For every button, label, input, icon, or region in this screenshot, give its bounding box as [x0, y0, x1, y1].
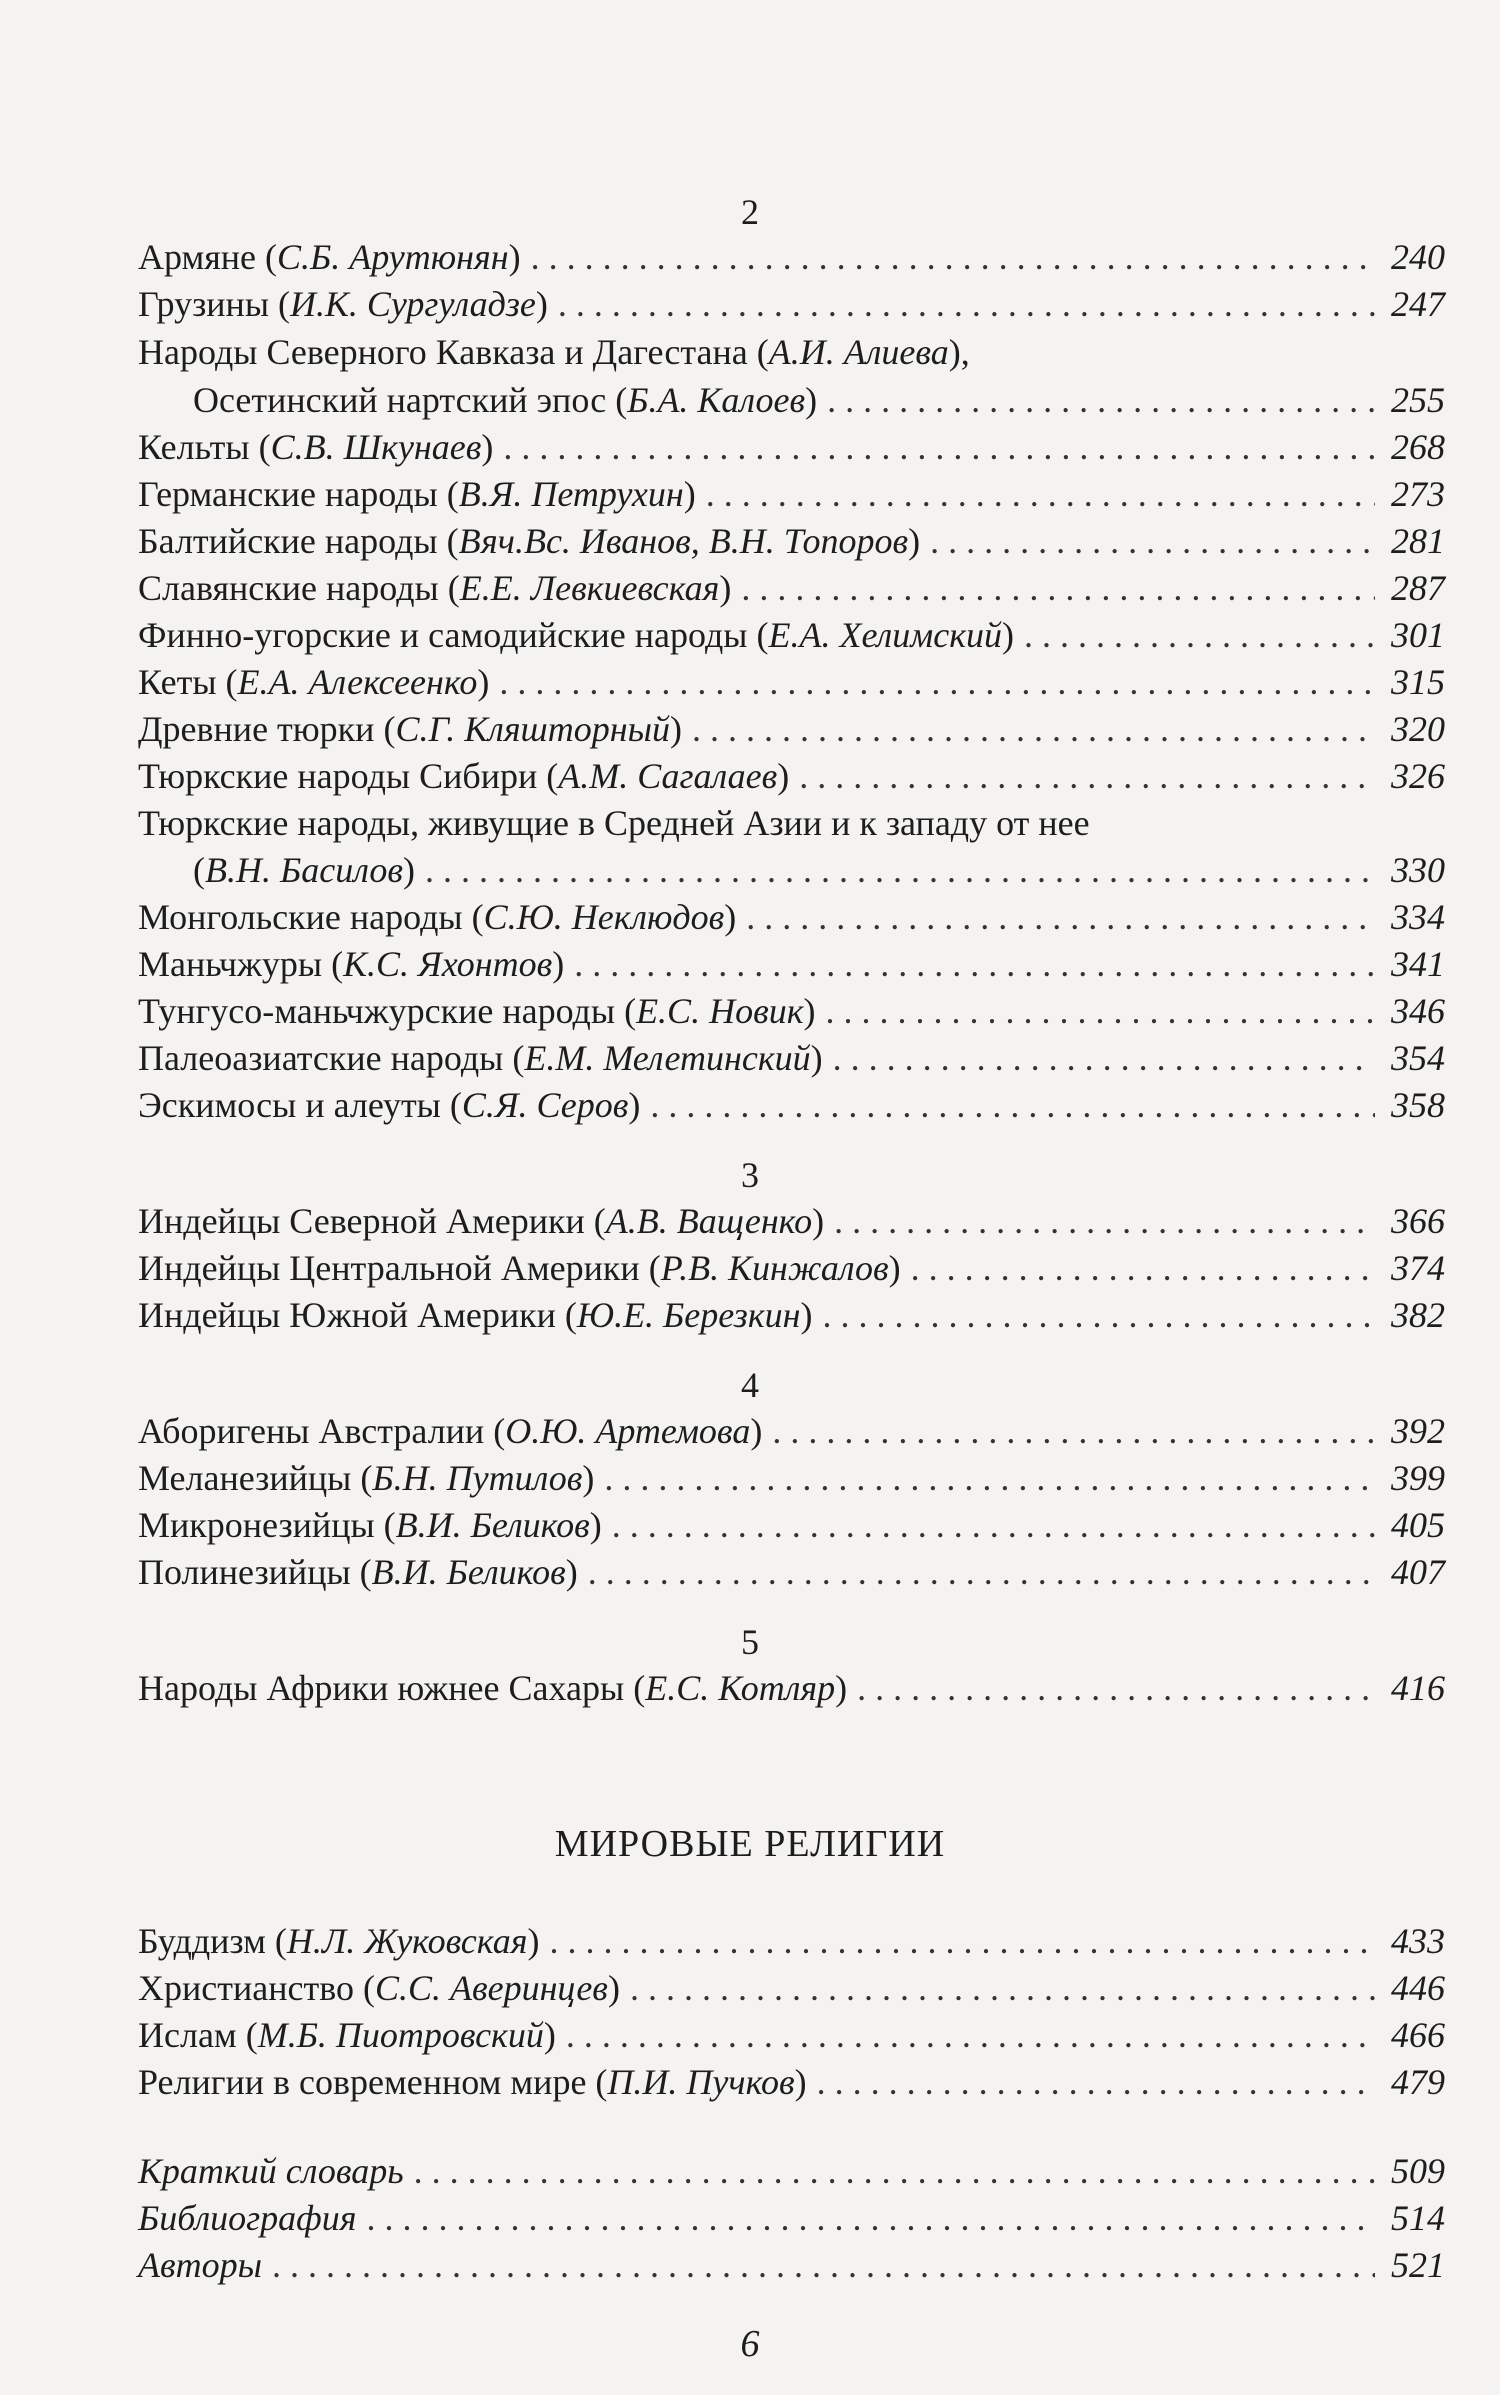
entry-author: А.И. Алиева	[768, 332, 949, 372]
entry-page: 281	[1391, 521, 1445, 561]
entry-title: Индейцы Южной Америки	[138, 1295, 556, 1335]
entry-page: 479	[1391, 2062, 1445, 2102]
entry-page: 320	[1391, 709, 1445, 749]
entry-page: 346	[1391, 991, 1445, 1031]
leader-dots	[499, 661, 1375, 703]
entry-page: 354	[1391, 1038, 1445, 1078]
entry-title: Индейцы Северной Америки	[138, 1201, 585, 1241]
entry-title: Ислам	[138, 2015, 237, 2055]
entry-author: К.С. Яхонтов	[343, 944, 553, 984]
entry-title: Тюркские народы Сибири	[138, 756, 538, 796]
entry-page: 366	[1391, 1201, 1445, 1241]
entry-title: Древние тюрки	[138, 709, 375, 749]
entry-page: 407	[1391, 1552, 1445, 1592]
entry-author: С.Ю. Неклюдов	[483, 897, 725, 937]
toc-entry: Буддизм (Н.Л. Жуковская) . . . 433	[138, 1920, 1445, 1962]
leader-dots	[414, 2150, 1375, 2192]
entry-title: Тунгусо-маньчжурские народы	[138, 991, 616, 1031]
entry-author: Е.Е. Левкиевская	[459, 568, 720, 608]
entry-title: Авторы	[138, 2245, 262, 2285]
entry-page: 240	[1391, 237, 1445, 277]
leader-dots	[366, 2197, 1375, 2239]
entry-title: Монгольские народы	[138, 897, 463, 937]
toc-entry: Народы Африки южнее Сахары (Е.С. Котляр) . . . 416	[138, 1667, 1445, 1709]
leader-dots	[772, 1410, 1375, 1452]
entry-title: Библиография	[138, 2198, 357, 2238]
entry-title: Микронезийцы	[138, 1505, 375, 1545]
entry-title: Тюркские народы, живущие в Средней Азии и к западу от нее	[138, 803, 1090, 843]
toc-entry: Религии в современном мире (П.И. Пучков) . . . 479	[138, 2061, 1445, 2103]
toc-entry: Германские народы (В.Я. Петрухин) . . . 273	[138, 473, 1445, 515]
entry-title: Германские народы	[138, 474, 438, 514]
entry-title: Финно-угорские и самодийские народы	[138, 615, 748, 655]
entry-title: Армяне	[138, 237, 257, 277]
toc-entry-first-line	[138, 802, 1445, 844]
entry-author: В.И. Беликов	[371, 1552, 566, 1592]
entry-author: С.Б. Арутюнян	[277, 237, 509, 277]
entry-title: Кеты	[138, 662, 217, 702]
leader-dots	[503, 426, 1375, 468]
entry-page: 446	[1391, 1968, 1445, 2008]
entry-title: Осетинский нартский эпос	[193, 380, 607, 420]
toc-entry: Кеты (Е.А. Алексеенко) . . . 315	[138, 661, 1445, 703]
entry-title: Религии в современном мире	[138, 2062, 587, 2102]
entry-page: 392	[1391, 1411, 1445, 1451]
entry-author: С.Г. Кляшторный	[395, 709, 670, 749]
leader-dots	[833, 1037, 1375, 1079]
leader-dots	[817, 2061, 1375, 2103]
leader-dots	[741, 567, 1375, 609]
entry-page: 521	[1391, 2245, 1445, 2285]
entry-title: Славянские народы	[138, 568, 439, 608]
toc-entry: (В.Н. Басилов) . . . 330	[138, 849, 1445, 891]
toc-entry: Индейцы Центральной Америки (Р.В. Кинжалов) . . . 374	[138, 1247, 1445, 1289]
page-number: 6	[740, 2323, 760, 2365]
toc-entry-bibliography	[138, 2197, 1445, 2239]
toc-entry: Балтийские народы (Вяч.Вс. Иванов, В.Н. Топоров) . . . 281	[138, 520, 1445, 562]
entry-author: М.Б. Пиотровский	[257, 2015, 544, 2055]
toc-entry: Индейцы Южной Америки (Ю.Е. Березкин) . . . 382	[138, 1294, 1445, 1336]
toc-entry: Эскимосы и алеуты (С.Я. Серов) . . . 358	[138, 1084, 1445, 1126]
leader-dots	[799, 755, 1375, 797]
toc-entry: Палеоазиатские народы (Е.М. Мелетинский) . . . 354	[138, 1037, 1445, 1079]
toc-entry: Тюркские народы Сибири (А.М. Сагалаев) . . . 326	[138, 755, 1445, 797]
entry-title: Кельты	[138, 427, 250, 467]
entry-author: В.Н. Басилов	[205, 850, 403, 890]
entry-author: В.И. Беликов	[395, 1505, 590, 1545]
entry-page: 334	[1391, 897, 1445, 937]
leader-dots	[746, 896, 1375, 938]
entry-page: 341	[1391, 944, 1445, 984]
entry-page: 382	[1391, 1295, 1445, 1335]
leader-dots	[650, 1084, 1375, 1126]
leader-dots	[612, 1504, 1375, 1546]
entry-page: 268	[1391, 427, 1445, 467]
entry-title: Эскимосы и алеуты	[138, 1085, 441, 1125]
toc-entry: Маньчжуры (К.С. Яхонтов) . . . 341	[138, 943, 1445, 985]
entry-author: Е.М. Мелетинский	[524, 1038, 811, 1078]
entry-title: Балтийские народы	[138, 521, 438, 561]
toc-entry: Индейцы Северной Америки (А.В. Ващенко) . . . 366	[138, 1200, 1445, 1242]
entry-title: Краткий словарь	[138, 2151, 404, 2191]
leader-dots	[692, 708, 1375, 750]
entry-author: О.Ю. Артемова	[505, 1411, 751, 1451]
entry-page: 509	[1391, 2151, 1445, 2191]
leader-dots	[857, 1667, 1375, 1709]
entry-author: Е.А. Алексеенко	[237, 662, 478, 702]
leader-dots	[531, 236, 1375, 278]
entry-title: Аборигены Австралии	[138, 1411, 485, 1451]
leader-dots	[604, 1457, 1375, 1499]
section-number-5: 5	[741, 1622, 759, 1662]
entry-author: С.С. Аверинцев	[374, 1968, 608, 2008]
world-religions-heading: МИРОВЫЕ РЕЛИГИИ	[554, 1823, 946, 1865]
section-number-2: 2	[741, 192, 759, 232]
leader-dots	[566, 2014, 1375, 2056]
toc-entry-authors	[138, 2244, 1445, 2286]
entry-author: Вяч.Вс. Иванов, В.Н. Топоров	[458, 521, 909, 561]
toc-entry: Грузины (И.К. Сургуладзе) . . . 247	[138, 283, 1445, 325]
entry-author: А.М. Сагалаев	[558, 756, 778, 796]
entry-page: 273	[1391, 474, 1445, 514]
toc-entry: Кельты (С.В. Шкунаев) . . . 268	[138, 426, 1445, 468]
toc-entry: Ислам (М.Б. Пиотровский) . . . 466	[138, 2014, 1445, 2056]
toc-entry: Осетинский нартский эпос (Б.А. Калоев) . . . 255	[138, 379, 1445, 421]
toc-entry: Христианство (С.С. Аверинцев) . . . 446	[138, 1967, 1445, 2009]
entry-title: Народы Северного Кавказа и Дагестана	[138, 332, 748, 372]
entry-author: Н.Л. Жуковская	[286, 1921, 528, 1961]
entry-author: Б.А. Калоев	[627, 380, 806, 420]
leader-dots	[911, 1247, 1375, 1289]
entry-page: 405	[1391, 1505, 1445, 1545]
leader-dots	[930, 520, 1375, 562]
entry-page: 374	[1391, 1248, 1445, 1288]
entry-author: И.К. Сургуладзе	[290, 284, 536, 324]
entry-page: 399	[1391, 1458, 1445, 1498]
toc-entry: Тунгусо-маньчжурские народы (Е.С. Новик) . . . 346	[138, 990, 1445, 1032]
toc-entry: Микронезийцы (В.И. Беликов) . . . 405	[138, 1504, 1445, 1546]
leader-dots	[1024, 614, 1375, 656]
toc-entry: Финно-угорские и самодийские народы (Е.А. Хелимский) . . . 301	[138, 614, 1445, 656]
entry-page: 301	[1391, 615, 1445, 655]
entry-title: Маньчжуры	[138, 944, 323, 984]
entry-page: 326	[1391, 756, 1445, 796]
entry-author: П.И. Пучков	[607, 2062, 795, 2102]
entry-author: А.В. Ващенко	[605, 1201, 813, 1241]
leader-dots	[706, 473, 1375, 515]
toc-entry: Армяне (С.Б. Арутюнян) . . . 240	[138, 236, 1445, 278]
leader-dots	[588, 1551, 1375, 1593]
entry-author: В.Я. Петрухин	[458, 474, 684, 514]
entry-page: 514	[1391, 2198, 1445, 2238]
entry-title: Палеоазиатские народы	[138, 1038, 504, 1078]
leader-dots	[834, 1200, 1375, 1242]
leader-dots	[558, 283, 1375, 325]
entry-title: Грузины	[138, 284, 270, 324]
entry-title: Христианство	[138, 1968, 354, 2008]
entry-title: Буддизм	[138, 1921, 266, 1961]
leader-dots	[630, 1967, 1375, 2009]
entry-page: 315	[1391, 662, 1445, 702]
entry-page: 330	[1391, 850, 1445, 890]
entry-author: Р.В. Кинжалов	[660, 1248, 889, 1288]
toc-entry: Монгольские народы (С.Ю. Неклюдов) . . . 334	[138, 896, 1445, 938]
section-number-4: 4	[741, 1365, 759, 1405]
entry-author: Б.Н. Путилов	[372, 1458, 583, 1498]
leader-dots	[826, 990, 1375, 1032]
entry-title: Меланезийцы	[138, 1458, 352, 1498]
toc-entry: Меланезийцы (Б.Н. Путилов) . . . 399	[138, 1457, 1445, 1499]
toc-entry: Полинезийцы (В.И. Беликов) . . . 407	[138, 1551, 1445, 1593]
entry-page: 255	[1391, 380, 1445, 420]
entry-title: Индейцы Центральной Америки	[138, 1248, 640, 1288]
entry-page: 433	[1391, 1921, 1445, 1961]
section-number-3: 3	[741, 1155, 759, 1195]
entry-page: 358	[1391, 1085, 1445, 1125]
toc-entry-glossary	[138, 2150, 1445, 2192]
leader-dots	[272, 2244, 1375, 2286]
entry-page: 247	[1391, 284, 1445, 324]
entry-author: С.В. Шкунаев	[270, 427, 482, 467]
entry-author: Е.С. Новик	[636, 991, 804, 1031]
entry-author: Е.С. Котляр	[645, 1668, 836, 1708]
entry-author: Ю.Е. Березкин	[576, 1295, 801, 1335]
entry-page: 416	[1391, 1668, 1445, 1708]
toc-entry-first-line: Народы Северного Кавказа и Дагестана (А.И. Алиева),	[138, 332, 970, 372]
leader-dots	[549, 1920, 1375, 1962]
entry-author: С.Я. Серов	[461, 1085, 629, 1125]
leader-dots	[827, 379, 1375, 421]
entry-author: Е.А. Хелимский	[768, 615, 1003, 655]
leader-dots	[574, 943, 1375, 985]
leader-dots	[425, 849, 1375, 891]
toc-entry: Древние тюрки (С.Г. Кляшторный) . . . 320	[138, 708, 1445, 750]
toc-entry: Аборигены Австралии (О.Ю. Артемова) . . . 392	[138, 1410, 1445, 1452]
entry-page: 466	[1391, 2015, 1445, 2055]
leader-dots	[823, 1294, 1375, 1336]
toc-entry: Славянские народы (Е.Е. Левкиевская) . . . 287	[138, 567, 1445, 609]
entry-title: Народы Африки южнее Сахары	[138, 1668, 625, 1708]
entry-page: 287	[1391, 568, 1445, 608]
entry-title: Полинезийцы	[138, 1552, 351, 1592]
